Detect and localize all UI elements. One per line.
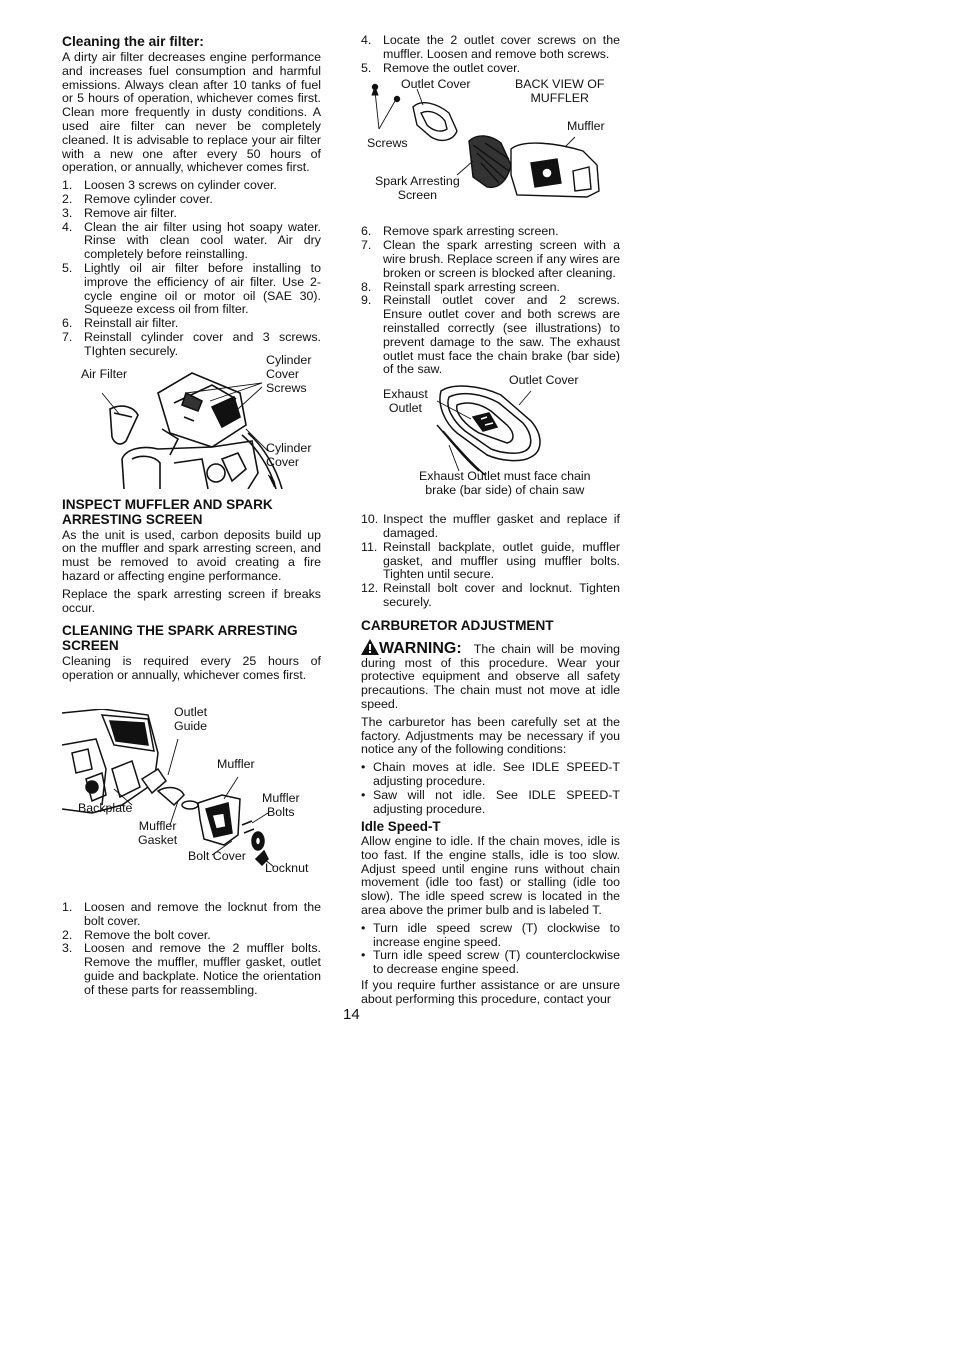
label-air-filter: Air Filter	[81, 366, 128, 381]
step-item	[361, 225, 620, 239]
label-bolt-cover: Bolt Cover	[188, 848, 246, 863]
step-number: 3.	[62, 941, 73, 956]
carburetor-body: The carburetor has been carefully set at the factory. Adjustments may be necessary if you notice any of the following conditions:	[361, 714, 620, 757]
step-number: 5.	[361, 60, 372, 75]
step-number: 4.	[361, 33, 372, 47]
step-item	[62, 179, 321, 193]
step-text: Loosen and remove the 2 muffler bolts. Remove the muffler, muffler gasket, outlet guide and backplate. Notice the orientation of these parts for reassembling.	[84, 941, 321, 997]
step-item	[361, 62, 620, 76]
step-number: 6.	[62, 316, 73, 331]
step-text: Reinstall outlet cover and 2 screws. Ensure outlet cover and both screws are reinstalled correctly (see illustrations) to prevent damage to the saw. The exhaust outlet must face the chain brake (bar side) of the saw.	[383, 293, 620, 377]
fig1-label-back-view: BACK VIEW OF MUFFLER	[515, 77, 605, 106]
step-item	[62, 317, 321, 331]
step-text: Clean the air filter using hot soapy water. Rinse with clean cool water. Air dry completely before reinstalling.	[84, 219, 321, 262]
page-number: 14	[343, 1006, 360, 1023]
warning-word: WARNING:	[379, 639, 462, 657]
idle-speed-body: Allow engine to idle. If the chain moves, idle is too fast. If the engine stalls, idle is too slow. Adjust speed until engine runs without chain movement (idle too fast) or stalling (idle too slow). The idle speed screw is located in the area above the primer bulb and is labeled T.	[361, 834, 620, 918]
exhaust-outlet-figure	[361, 373, 620, 507]
fig2-label-outlet-cover: Outlet Cover	[509, 373, 579, 388]
air-filter-heading: Cleaning the air filter:	[62, 34, 204, 49]
idle-speed-heading: Idle Speed-T	[361, 819, 441, 835]
step-item	[62, 193, 321, 207]
bullet-item: • Chain moves at idle. See IDLE SPEED-T adjusting procedure.	[361, 761, 620, 789]
bullet-item: • Turn idle speed screw (T) clockwise to increase engine speed.	[361, 922, 620, 950]
step-item	[361, 239, 620, 280]
label-cylinder-cover-screws: Cylinder Cover Screws	[266, 352, 312, 395]
step-item	[62, 207, 321, 221]
step-number: 9.	[361, 293, 372, 308]
fig1-label-muffler: Muffler	[567, 119, 605, 134]
step-text: Remove the outlet cover.	[383, 60, 521, 75]
step-number: 10.	[361, 512, 379, 527]
step-text: Remove air filter.	[84, 205, 177, 220]
left-column	[62, 34, 321, 1001]
warning-triangle-icon	[361, 642, 379, 656]
step-item	[62, 262, 321, 317]
step-item	[62, 929, 321, 943]
step-text: Loosen 3 screws on cylinder cover.	[84, 178, 277, 193]
step-text: Lightly oil air filter before installing to improve the efficiency of air filter. Use 2-cycle engine oil or motor oil (SAE 30). Squeeze excess oil from filter.	[84, 260, 321, 317]
muffler-steps-a	[361, 34, 620, 75]
fig1-label-spark-screen: Spark Arresting Screen	[375, 174, 460, 203]
warning-text: The chain will be moving during most of this procedure. Wear your protective equipment and observe all safety precautions. The chain must not move at idle speed.	[361, 641, 620, 711]
step-number: 8.	[361, 279, 372, 294]
bullet-item: • Turn idle speed screw (T) counterclockwise to decrease engine speed.	[361, 949, 620, 977]
step-number: 3.	[62, 205, 73, 220]
step-number: 7.	[361, 238, 372, 253]
label-cylinder-cover: Cylinder Cover	[266, 440, 312, 469]
outlet-cover-figure	[361, 79, 620, 219]
step-text: Reinstall bolt cover and locknut. Tighten securely.	[383, 581, 620, 609]
cleaning-spark-steps	[62, 901, 321, 998]
air-filter-figure	[62, 352, 321, 489]
step-text: Inspect the muffler gasket and replace if damaged.	[383, 512, 620, 540]
cleaning-spark-heading: CLEANING THE SPARK ARRESTING SCREEN	[62, 623, 298, 654]
step-text: Reinstall cylinder cover and 3 screws. TIghten securely.	[84, 329, 321, 358]
inspect-heading: INSPECT MUFFLER AND SPARK ARRESTING SCREEN	[62, 496, 273, 527]
step-number: 12.	[361, 581, 379, 596]
step-item	[62, 901, 321, 929]
step-number: 4.	[62, 219, 73, 234]
step-number: 5.	[62, 260, 73, 275]
step-number: 11.	[361, 539, 378, 554]
cleaning-spark-body: Cleaning is required every 25 hours of operation or annually, whichever comes first.	[62, 654, 321, 683]
label-muffler-gasket: Muffler Gasket	[138, 818, 178, 847]
air-filter-body: A dirty air filter decreases engine performance and increases fuel consumption and harmful emissions. Always clean after 10 tanks of fuel or 5 hours of operation, whichever comes first. Clean more frequently in dusty conditions. A used aire filter can never be completely cleaned. It is advisable to replace your air filter with a new one after every 50 hours of operation, or annually, whichever comes first.	[62, 50, 321, 175]
fig2-label-exhaust-outlet: Exhaust Outlet	[383, 387, 428, 416]
step-text: Clean the spark arresting screen with a wire brush. Replace screen if any wires are broken or screen is blocked after cleaning.	[383, 238, 620, 280]
right-column	[361, 34, 620, 1011]
label-backplate: Backplate	[78, 800, 133, 815]
step-text: Loosen and remove the locknut from the bolt cover.	[84, 899, 321, 928]
step-item	[361, 294, 620, 377]
step-item	[361, 513, 620, 541]
carburetor-bullets	[361, 761, 620, 816]
step-item	[62, 942, 321, 997]
fig1-label-screws: Screws	[367, 136, 408, 151]
step-text: Reinstall air filter.	[84, 316, 179, 331]
step-text: Remove the bolt cover.	[84, 927, 211, 942]
muffler-exploded-figure	[62, 704, 321, 895]
label-muffler-bolts: Muffler Bolts	[262, 790, 300, 819]
label-muffler: Muffler	[217, 756, 255, 771]
muffler-steps-c	[361, 513, 620, 610]
step-item	[361, 281, 620, 295]
step-item	[62, 221, 321, 262]
step-number: 2.	[62, 927, 73, 942]
step-item	[361, 541, 620, 582]
muffler-steps-b	[361, 225, 620, 377]
air-filter-steps	[62, 179, 321, 358]
step-item	[361, 582, 620, 610]
step-text: Remove spark arresting screen.	[383, 224, 559, 239]
step-number: 6.	[361, 224, 372, 239]
idle-speed-closing: If you require further assistance or are unsure about performing this procedure, contact your	[361, 978, 620, 1006]
fig2-caption: Exhaust Outlet must face chain brake (bar side) of chain saw	[419, 469, 591, 498]
step-number: 2.	[62, 191, 73, 206]
step-text: Locate the 2 outlet cover screws on the muffler. Loosen and remove both screws.	[383, 33, 620, 61]
fig1-label-outlet-cover: Outlet Cover	[401, 77, 471, 92]
carburetor-heading: CARBURETOR ADJUSTMENT	[361, 617, 554, 633]
bullet-item: • Saw will not idle. See IDLE SPEED-T adjusting procedure.	[361, 789, 620, 817]
label-locknut: Locknut	[265, 860, 309, 875]
step-text: Reinstall spark arresting screen.	[383, 279, 560, 294]
step-text: Reinstall backplate, outlet guide, muffler gasket, and muffler using muffler bolts. Tighten until secure.	[383, 539, 620, 582]
idle-speed-bullets	[361, 922, 620, 977]
step-text: Remove cylinder cover.	[84, 191, 213, 206]
step-item	[361, 34, 620, 62]
label-outlet-guide: Outlet Guide	[174, 704, 208, 733]
inspect-p1: As the unit is used, carbon deposits build up on the muffler and spark arresting screen, and must be removed to avoid creating a fire hazard or affecting engine performance.	[62, 527, 321, 583]
step-number: 7.	[62, 329, 73, 344]
warning-paragraph	[361, 639, 620, 712]
inspect-p2: Replace the spark arresting screen if breaks occur.	[62, 586, 321, 615]
step-number: 1.	[62, 178, 73, 193]
step-number: 1.	[62, 899, 73, 914]
